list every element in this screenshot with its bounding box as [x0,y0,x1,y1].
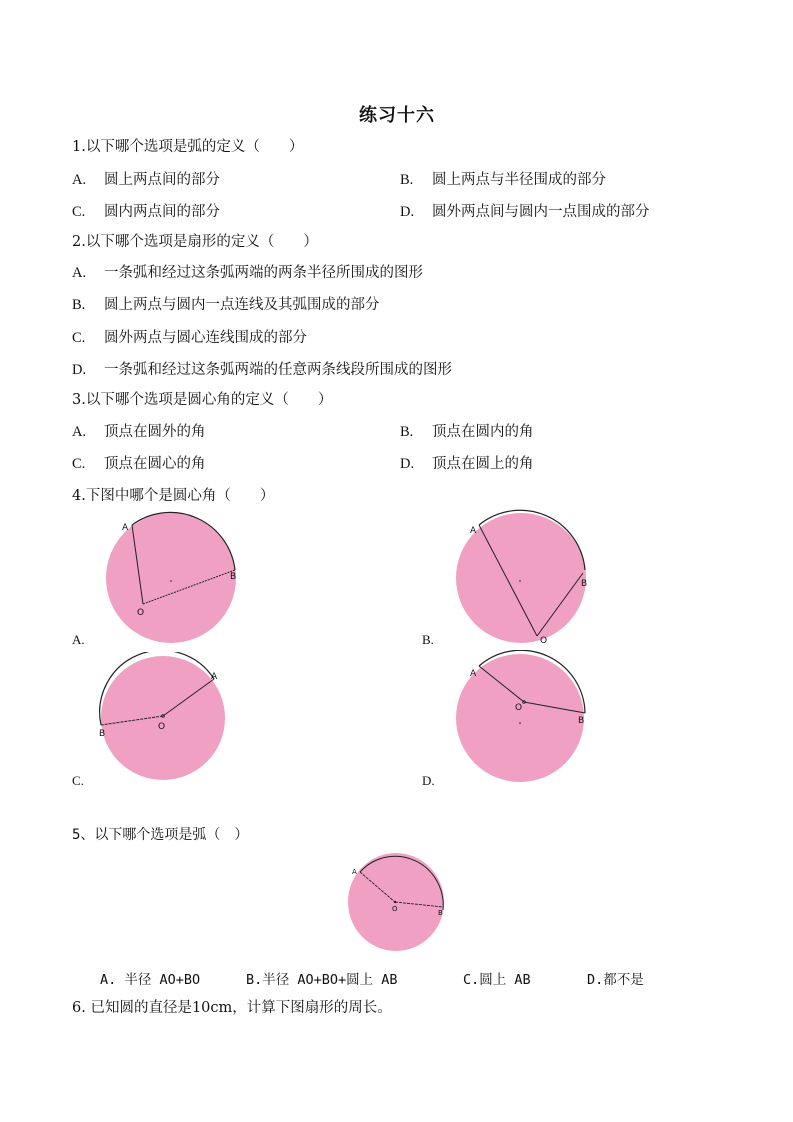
option-label: B. [400,172,414,188]
option-label: B. [400,424,414,440]
figure-a-circle-diagram [100,508,245,648]
option-text: 顶点在圆上的角 [432,456,534,472]
question-2-option-b [72,293,380,314]
option-label: A. [72,265,87,281]
option-text: 圆上两点与圆内一点连线及其弧围成的部分 [104,297,380,313]
question-6-stem: 6. 已知圆的直径是10cm，计算下图扇形的周长。 [72,1000,392,1016]
point-b-label: B [581,579,588,589]
option-label: C. [72,204,86,220]
question-1-option-c [72,200,220,221]
question-2-option-d [72,358,452,379]
question-1-option-a [72,168,220,189]
option-text: 圆外两点间与圆内一点围成的部分 [432,204,650,220]
question-5-circle-diagram [345,853,450,955]
option-label: D. [400,456,415,472]
point-b-label: B [578,716,585,726]
question-1-option-d [400,200,650,221]
point-a-label: A [122,523,129,533]
point-a-label: A [352,868,357,876]
option-label: A. [72,172,87,188]
question-3-stem: 3.以下哪个选项是圆心角的定义（ ） [72,392,333,408]
question-5-option-d: D.都不是 [587,972,644,988]
point-o-label: O [137,608,145,618]
option-text: 顶点在圆内的角 [432,424,534,440]
option-text: 圆外两点与圆心连线围成的部分 [104,330,307,346]
option-text: 圆内两点间的部分 [104,204,220,220]
point-a-label: A [470,669,477,679]
question-5-option-b: B.半径 AO+BO+圆上 AB [246,972,398,988]
option-text: 顶点在圆心的角 [104,456,206,472]
option-text: 圆上两点间的部分 [104,172,220,188]
question-1-option-b [400,168,606,189]
option-label: A. [72,424,87,440]
point-o-label: O [515,703,523,713]
point-b-label: B [99,729,106,739]
figure-c-circle-diagram [95,652,240,787]
option-text: 一条弧和经过这条弧两端的任意两条线段所围成的图形 [104,362,452,378]
option-label: D. [400,204,415,220]
option-label: B. [72,297,86,313]
point-o-label: O [392,905,398,913]
question-5-option-c: C.圆上 AB [463,972,531,988]
page-title: 练习十六 [359,105,435,126]
point-o-label: O [158,722,166,732]
question-3-option-d [400,452,534,473]
figure-a-label: A. [72,632,85,647]
option-label: C. [72,456,86,472]
question-2-option-a [72,261,423,282]
figure-b-label: B. [422,632,434,647]
question-4-stem: 4.下图中哪个是圆心角（ ） [72,488,275,504]
figure-d-label: D. [422,773,435,788]
question-2-stem: 2.以下哪个选项是扇形的定义（ ） [72,234,318,250]
figure-b-circle-diagram [450,508,595,648]
figure-d-circle-diagram [450,650,595,790]
point-b-label: B [230,572,237,582]
figure-c-label: C. [72,773,84,788]
option-text: 圆上两点与半径围成的部分 [432,172,606,188]
point-b-label: B [438,909,443,917]
option-label: D. [72,362,87,378]
question-5-stem: 5、以下哪个选项是弧（ ） [72,827,249,843]
question-3-option-a [72,420,206,441]
point-a-label: A [470,526,477,536]
question-3-option-c [72,452,206,473]
question-5-option-a: A. 半径 AO+BO [100,972,201,988]
question-2-option-c [72,326,307,347]
point-o-label: O [540,636,548,646]
option-label: C. [72,330,86,346]
option-text: 一条弧和经过这条弧两端的两条半径所围成的图形 [104,265,423,281]
point-a-label: A [211,672,218,682]
question-3-option-b [400,420,534,441]
option-text: 顶点在圆外的角 [104,424,206,440]
question-1-stem: 1.以下哪个选项是弧的定义（ ） [72,139,304,155]
